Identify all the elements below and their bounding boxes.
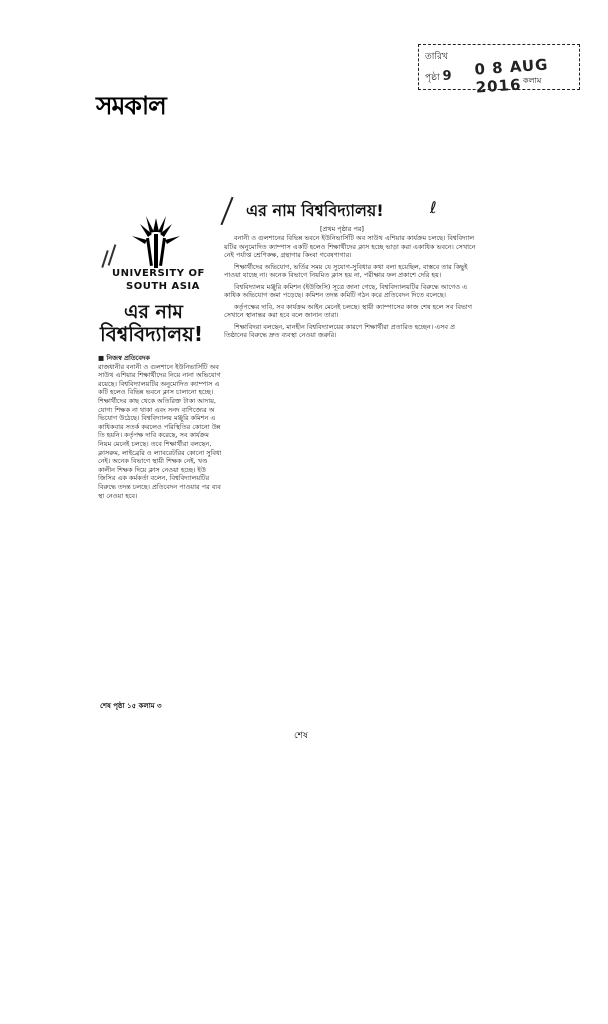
paragraph: বনানী ও গুলশানের বিভিন্ন ভবনে ইউনিভার্সিটি অব সাউথ এশিয়ার কার্যক্রম চলছে। বিশ্ববিদ্যালয়টির অনুমোদিত ক্যাম্পাস একটি হলেও শিক্ষার্থীদের ক্লাস হচ্ছে ভাড়া করা একাধিক ভবনে। সেখানে নেই পর্যাপ্ত শ্রেণিকক্ষ, গ্রন্থাগার কিংবা গবেষণাগার।: [224, 234, 476, 259]
newspaper-masthead: সমকাল: [96, 91, 166, 120]
stamp-column-label: কলাম: [523, 76, 542, 85]
margin-mark: [220, 197, 233, 226]
continued-note: শেষ পৃষ্ঠা ১৫ কলাম ৩: [100, 702, 162, 710]
university-name-line2: SOUTH ASIA: [126, 281, 200, 292]
right-headline: এর নাম বিশ্ববিদ্যালয়!: [246, 201, 384, 220]
left-headline-line1: এর নাম: [124, 301, 183, 323]
left-article-body: [98, 354, 222, 702]
article-end-mark: শেষ: [294, 731, 308, 741]
stamp-page-value: 9: [442, 69, 452, 84]
stamp-page: [425, 69, 452, 85]
left-headline-line2: বিশ্ববিদ্যালয়!: [100, 322, 204, 346]
margin-mark: [108, 244, 117, 266]
university-name-line1: UNIVERSITY OF: [112, 268, 205, 279]
left-byline: ■ নিজস্ব প্রতিবেদক: [98, 354, 150, 362]
paragraph: বিশ্ববিদ্যালয় মঞ্জুরি কমিশন (ইউজিসি) সূত্রে জানা গেছে, বিশ্ববিদ্যালয়টির বিরুদ্ধে আগেও একাধিক অভিযোগ জমা পড়েছে। কমিশন তদন্ত কমিটি গঠন করে প্রতিবেদন দিতে বলেছে।: [224, 282, 468, 299]
stamp-date-label: তারিখ: [425, 52, 448, 62]
right-byline: [প্রথম পৃষ্ঠার পর]: [320, 225, 364, 233]
paragraph: শিক্ষার্থীদের অভিযোগ, ভর্তির সময় যে সুযোগ-সুবিধার কথা বলা হয়েছিল, বাস্তবে তার কিছুই পাওয়া যাচ্ছে না। অনেক বিভাগে নিয়মিত ক্লাস হয় না, পরীক্ষার ফল প্রকাশে দেরি হয়।: [224, 262, 468, 279]
stamp-date-value: 0 8 AUG 2016: [473, 55, 549, 97]
right-article-body: [224, 234, 476, 726]
paragraph: কর্তৃপক্ষের দাবি, সব কার্যক্রম আইন মেনেই চলছে। স্থায়ী ক্যাম্পাসের কাজ শেষ হলে সব বিভাগ সেখানে স্থানান্তর করা হবে বলে জানান তারা।: [224, 302, 472, 319]
university-crest-icon: [126, 212, 186, 268]
annotation-mark: ℓ: [430, 198, 437, 217]
stamp-page-label: পৃষ্ঠা: [425, 73, 440, 83]
paragraph: শিক্ষাবিদরা বলছেন, মানহীন বিশ্ববিদ্যালয়ের কারণে শিক্ষার্থীরা প্রতারিত হচ্ছেন। এসব প্রতিষ্ঠানের বিরুদ্ধে দ্রুত ব্যবস্থা নেওয়া জরুরি।: [224, 322, 455, 339]
date-stamp: [418, 44, 580, 97]
left-body-text: রাজধানীর বনানী ও গুলশানে ইউনিভার্সিটি অব সাউথ এশিয়ার শিক্ষার্থীদের নিয়ে নানা অভিযোগ রয়েছে। বিশ্ববিদ্যালয়টির অনুমোদিত ক্যাম্পাস একটি হলেও বিভিন্ন ভবনে ক্লাস চালানো হচ্ছে। শিক্ষার্থীদের কাছ থেকে অতিরিক্ত টাকা আদায়, যোগ্য শিক্ষক না থাকা এবং সনদ বাণিজ্যের অভিযোগ উঠেছে। বিশ্ববিদ্যালয় মঞ্জুরি কমিশন একাধিকবার সতর্ক করলেও পরিস্থিতির কোনো উন্নতি হয়নি। কর্তৃপক্ষ দাবি করেছে, সব কার্যক্রম নিয়ম মেনেই চলছে। তবে শিক্ষার্থীরা বলছেন, ক্লাসরুম, লাইব্রেরি ও ল্যাবরেটরির কোনো সুবিধা নেই। অনেক বিভাগে স্থায়ী শিক্ষক নেই, খণ্ডকালীন শিক্ষক দিয়ে ক্লাস নেওয়া হচ্ছে। ইউজিসির এক কর্মকর্তা বলেন, বিশ্ববিদ্যালয়টির বিরুদ্ধে তদন্ত চলছে। প্রতিবেদন পাওয়ার পর ব্যবস্থা নেওয়া হবে।: [98, 362, 222, 500]
